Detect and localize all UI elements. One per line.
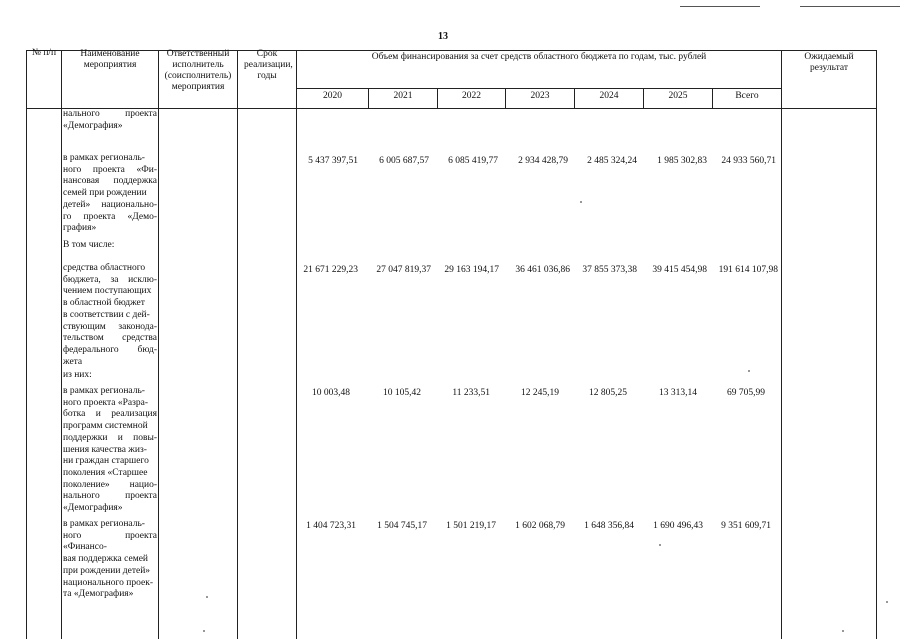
scan-speck [580,201,582,203]
desc-line: национального проек- [63,577,153,588]
col-border [876,50,877,639]
col-border [296,50,297,639]
page-number: 13 [438,31,448,42]
value-2022: 1 501 219,17 [446,521,496,531]
scan-artifact [680,6,760,7]
col-border [237,50,238,639]
desc-line: ного проекта «Разра- [63,397,149,408]
year-2024: 2024 [599,91,619,101]
scan-speck [842,630,844,632]
value-2024: 37 855 373,38 [582,265,637,275]
desc-line: чением поступающих [63,286,152,297]
year-total: Всего [735,91,759,101]
row-description [63,263,157,368]
scan-speck [748,370,750,372]
table-top-border [26,50,877,51]
scan-speck [886,601,888,603]
header-col-responsible: Ответственный исполнитель (соисполнитель) мероприятия [164,49,232,92]
desc-line: бюджета, за исклю- [63,274,157,285]
desc-line: тельством средства [63,333,157,344]
desc-line: при рождении детей» [63,565,151,576]
value-2023: 2 934 428,79 [518,156,568,166]
desc-line: ного проекта «Фи- [63,164,157,175]
desc-line: го проекта «Демо- [63,211,157,222]
desc-line: в рамках региональ- [63,153,145,163]
scan-speck [659,544,661,546]
scan-speck [206,596,208,598]
value-2024: 12 805,25 [589,388,627,398]
col-border [26,50,27,639]
year-2021: 2021 [393,91,413,101]
header-col-number: № п/п [31,48,57,58]
value-2025: 13 313,14 [659,388,697,398]
desc-line: ботка и реализация [63,409,157,420]
desc-line: «Демография» [63,120,123,131]
value-2021: 1 504 745,17 [377,521,427,531]
value-2025: 1 985 302,83 [657,156,707,166]
scan-speck [203,630,205,632]
desc-line: поколение» нацио- [63,479,157,490]
value-total: 24 933 560,71 [721,156,776,166]
desc-line: ни граждан старшего [63,456,149,467]
value-total: 9 351 609,71 [721,521,771,531]
desc-line: средства областного [63,263,146,273]
value-2022: 6 085 419,77 [448,156,498,166]
desc-line: та «Демография» [63,589,134,600]
value-2025: 1 690 496,43 [653,521,703,531]
year-2023: 2023 [530,91,550,101]
desc-line: нального проекта [63,109,157,119]
value-2024: 2 485 324,24 [587,156,637,166]
year-2020: 2020 [323,91,342,101]
header-col-result: Ожидаемый результат [804,52,854,73]
desc-line: графия» [63,223,97,234]
value-2020: 1 404 723,31 [306,521,356,531]
col-border [781,50,782,639]
value-2021: 6 005 687,57 [379,156,429,166]
value-2023: 36 461 036,86 [515,265,570,275]
value-2021: 27 047 819,37 [376,265,431,275]
desc-line: поддержки и повы- [63,432,157,443]
desc-line: ствующим законода- [63,321,157,332]
desc-line: шения качества жиз- [63,444,147,455]
col-border [158,50,159,639]
value-total: 69 705,99 [727,388,765,398]
row-description [63,386,157,515]
value-2023: 1 602 068,79 [515,521,565,531]
desc-line: в соответствии с дей- [63,309,150,320]
header-col-funding: Объем финансирования за счет средств областного бюджета по годам, тыс. рублей [371,52,707,62]
value-2022: 11 233,51 [452,388,490,398]
desc-line: нансовая поддержка [63,176,157,187]
year-2025: 2025 [668,91,688,101]
year-2022: 2022 [462,91,481,101]
desc-line: «Демография» [63,503,123,514]
scan-artifact [800,6,900,7]
desc-line: поколения «Старшее [63,467,148,478]
desc-line: программ системной [63,421,148,432]
col-border [61,50,62,639]
desc-line: в рамках региональ- [63,386,145,396]
desc-line: нального проекта [63,491,157,502]
subheading-of-them: из них: [63,370,92,380]
value-2020: 5 437 397,51 [308,156,358,166]
desc-line: в областной бюджет [63,298,145,309]
value-2020: 10 003,48 [312,388,350,398]
header-col-term: Срок реализации, годы [244,49,293,81]
header-col-name: Наименование мероприятия [80,49,140,70]
row-description [63,153,157,235]
desc-line: вая поддержка семей [63,554,149,565]
row-description [63,109,157,132]
value-2020: 21 671 229,23 [303,265,358,275]
value-2024: 1 648 356,84 [584,521,634,531]
value-2021: 10 105,42 [383,388,421,398]
desc-line: в рамках региональ- [63,519,145,529]
value-total: 191 614 107,98 [718,265,778,275]
row-description [63,519,157,601]
value-2025: 39 415 454,98 [652,265,707,275]
desc-line: детей» национально- [63,199,157,210]
subheading-in-that-number: В том числе: [63,240,115,250]
desc-line: федерального бюд- [63,344,157,355]
desc-line: ного проекта «Финансо- [63,530,157,553]
desc-line: жета [63,356,83,367]
value-2023: 12 245,19 [521,388,559,398]
desc-line: семей при рождении [63,188,147,199]
value-2022: 29 163 194,17 [444,265,499,275]
